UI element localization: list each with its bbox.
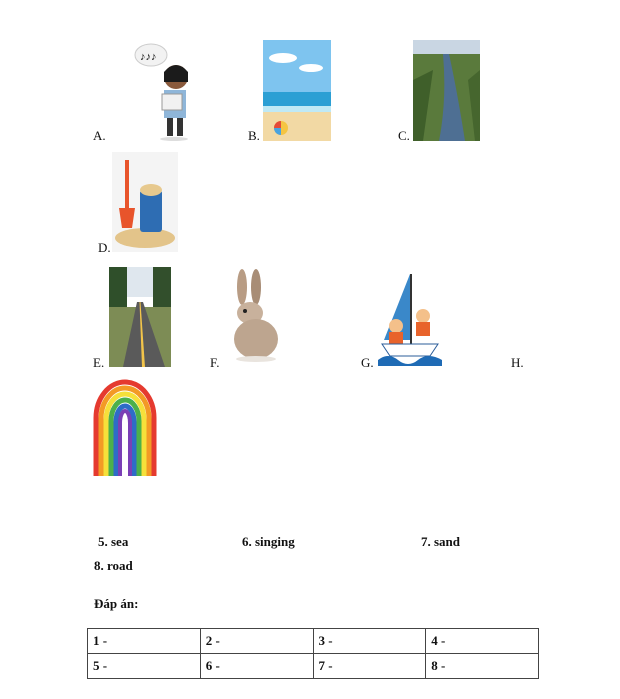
rainbow-icon (90, 378, 160, 476)
picture-letter-a: A. (93, 128, 106, 143)
word-item: 5. sea (98, 534, 129, 549)
river-icon (413, 40, 480, 141)
sailing-boat-icon (376, 270, 444, 368)
table-row (88, 654, 539, 679)
word-item: 7. sand (421, 534, 461, 549)
answer-cell[interactable]: 7 - (313, 654, 426, 679)
sand-bucket-spade-icon (112, 152, 178, 252)
picture-letter-f: F. (210, 355, 220, 370)
word-item: 6. singing (242, 534, 295, 549)
answer-cell[interactable]: 2 - (200, 629, 313, 654)
picture-letter-b: B. (248, 128, 260, 143)
picture-letter-e: E. (93, 355, 105, 370)
answer-cell[interactable]: 4 - (426, 629, 539, 654)
rabbit-icon (226, 267, 282, 363)
svg-text:♪♪♪: ♪♪♪ (140, 51, 157, 63)
word-item: 8. road (94, 558, 133, 573)
picture-letter-h: H. (511, 355, 524, 370)
girl-singing-icon (132, 42, 210, 142)
answer-cell[interactable]: 6 - (200, 654, 313, 679)
road-icon (109, 267, 171, 367)
picture-letter-d: D. (98, 240, 111, 255)
table-row (88, 629, 539, 654)
answer-cell[interactable]: 8 - (426, 654, 539, 679)
beach-sea-icon (263, 40, 331, 141)
picture-letter-c: C. (398, 128, 410, 143)
answer-cell[interactable]: 3 - (313, 629, 426, 654)
answer-heading: Đáp án: (94, 596, 139, 611)
answer-table (87, 628, 539, 679)
answer-cell[interactable]: 5 - (88, 654, 201, 679)
picture-letter-g: G. (361, 355, 374, 370)
answer-cell[interactable]: 1 - (88, 629, 201, 654)
